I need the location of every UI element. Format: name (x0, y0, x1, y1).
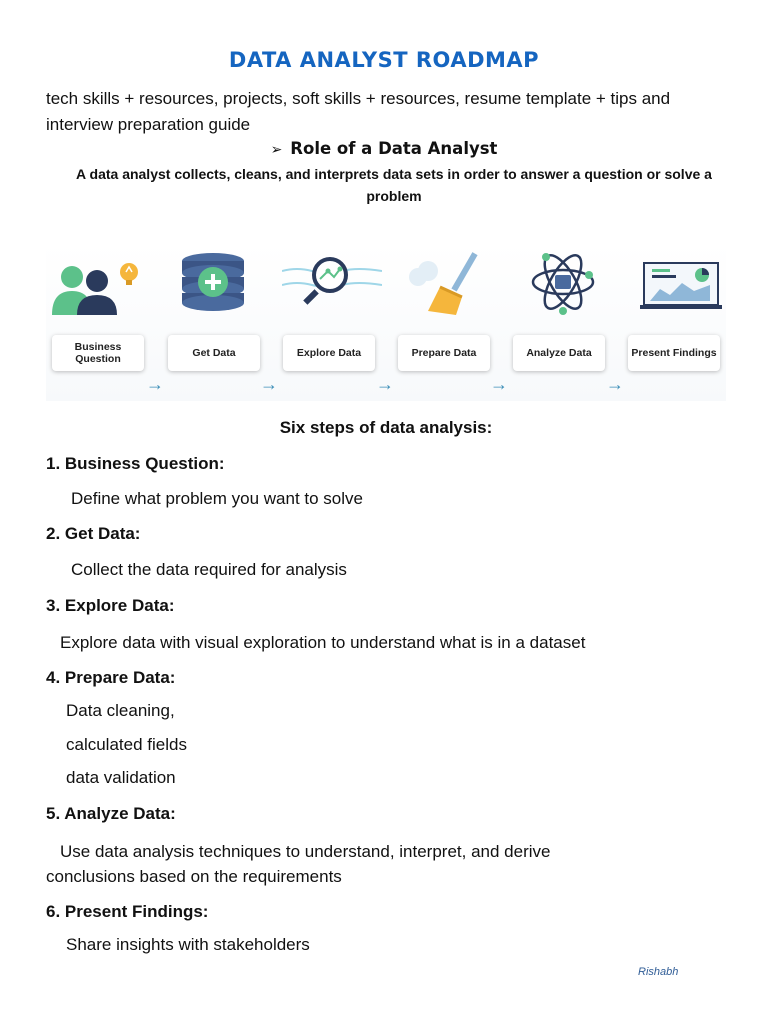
step-description: calculated fields (66, 735, 187, 754)
step-description: Explore data with visual exploration to understand what is in a dataset (60, 633, 586, 652)
role-heading-text: Role of a Data Analyst (290, 139, 498, 158)
step-box-present-findings: Present Findings (628, 335, 720, 371)
step-box-get-data: Get Data (168, 335, 260, 371)
step-description: Use data analysis techniques to understand, interpret, and derive (60, 842, 551, 861)
step-description: data validation (66, 768, 176, 787)
step-description: Share insights with stakeholders (66, 935, 310, 954)
data-analysis-steps-diagram (46, 243, 726, 401)
page-title: DATA ANALYST ROADMAP (228, 48, 540, 72)
dashboard-icon (636, 249, 726, 315)
six-steps-heading: Six steps of data analysis: (279, 418, 493, 437)
role-heading (0, 139, 768, 158)
role-description: A data analyst collects, cleans, and interprets data sets in order to answer a question or solve a problem (76, 166, 712, 204)
step-title: 3. Explore Data: (46, 596, 175, 615)
step-title: 6. Present Findings: (46, 902, 209, 921)
arrow-right-icon: → (260, 374, 278, 394)
arrow-right-icon: → (490, 374, 508, 394)
step-box-prepare-data: Prepare Data (398, 335, 490, 371)
business-people-icon (50, 249, 140, 315)
step-title: 2. Get Data: (46, 524, 141, 543)
arrow-bullet-icon: ➢ (270, 142, 283, 158)
broom-icon (400, 249, 490, 315)
arrow-right-icon: → (376, 374, 394, 394)
intro-text: tech skills + resources, projects, soft skills + resources, resume template + tips and interview preparation guide (46, 89, 671, 134)
step-description: Define what problem you want to solve (71, 489, 363, 508)
arrow-right-icon: → (146, 374, 164, 394)
step-box-business-question: Business Question (52, 335, 144, 371)
step-title: 1. Business Question: (46, 454, 225, 473)
database-add-icon (168, 249, 258, 315)
step-title: 5. Analyze Data: (46, 804, 176, 823)
step-description: conclusions based on the requirements (46, 867, 342, 886)
atom-icon (518, 249, 608, 315)
magnifier-chart-icon (282, 249, 372, 315)
step-description: Data cleaning, (66, 701, 175, 720)
arrow-right-icon: → (606, 374, 624, 394)
author-signature: Rishabh (638, 966, 679, 978)
step-box-explore-data: Explore Data (283, 335, 375, 371)
step-description: Collect the data required for analysis (71, 560, 347, 579)
step-box-analyze-data: Analyze Data (513, 335, 605, 371)
step-title: 4. Prepare Data: (46, 668, 176, 687)
